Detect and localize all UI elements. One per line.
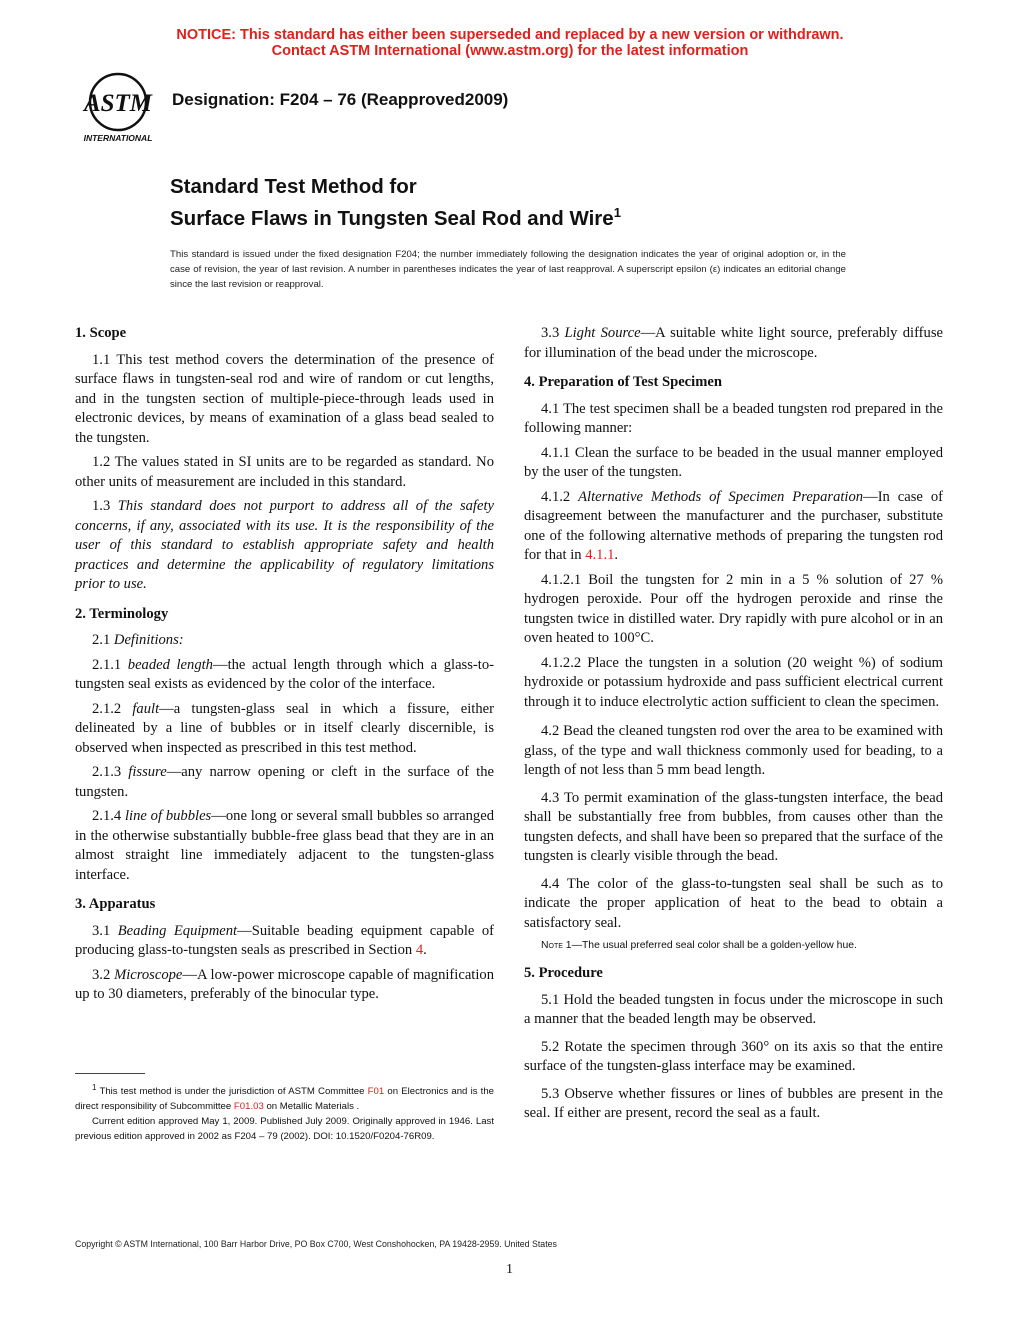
term: fault — [132, 700, 160, 717]
paragraph-5-2: 5.2 Rotate the specimen through 360° on its axis so that the entire surface of the tungsten-glass interface may be examined. — [524, 1038, 943, 1074]
preamble: This standard is issued under the fixed designation F204; the number immediately following the designation indicates the year of original adoption or, in the case of revision, the year of last revision. A number in parentheses indicates the year of last reapproval. A superscript epsilon (ε) indicates an editorial change since the last revision or reapproval. — [170, 249, 846, 290]
term: fissure — [128, 764, 167, 780]
definition: —one long or several small bubbles so arranged in the otherwise substantially bubble-free glass bead that they are in an almost straight line immediately adjacent to the tungsten-glass interface. — [75, 808, 494, 883]
footnotes — [75, 1080, 494, 1144]
footnote-text: on Electronics and is the direct responsibility of Subcommittee — [75, 1086, 495, 1113]
copyright: Copyright © ASTM International, 100 Barr Harbor Drive, PO Box C700, West Conshohocken, PA 19428-2959. United States — [75, 1239, 557, 1249]
definition: —A low-power microscope capable of magnification up to 30 diameters, preferably of the binocular type. — [75, 966, 494, 1002]
title-line-1: Standard Test Method for — [170, 175, 417, 198]
subcommittee-f01-03-link[interactable]: F01.03 — [233, 1101, 264, 1113]
term: Definitions: — [113, 632, 184, 648]
para-number: 2.1.4 — [92, 808, 122, 824]
title-text: Surface Flaws in Tungsten Seal Rod and Wire — [170, 206, 614, 230]
section-heading-scope: 1. Scope — [75, 325, 127, 341]
definition: —A suitable white light source, preferably diffuse for illumination of the bead under the microscope. — [524, 325, 943, 361]
para-number: 2.1 — [92, 632, 111, 648]
paragraph-2-1-4 — [75, 807, 494, 885]
paragraph-4-1-2 — [524, 488, 943, 566]
paragraph-4-2: 4.2 Bead the cleaned tungsten rod over the area to be examined with glass, of the type and wall thickness commonly used for beading, to a length of not less than 5 mm bead length. — [524, 723, 943, 778]
term: Alternative Methods of Specimen Preparation — [578, 488, 864, 505]
para-number: 3.1 — [92, 922, 111, 939]
astm-logo — [76, 72, 160, 144]
para-number: 2.1.2 — [92, 700, 122, 717]
term: Microscope — [114, 966, 183, 983]
paragraph-1-3 — [75, 497, 494, 595]
paragraph-4-1-2-2: 4.1.2.2 Place the tungsten in a solution (20 weight %) of sodium hydroxide or potassium hydroxide and pass sufficient electrical current through it to induce electrolytic action sufficient to clean the specimen. — [524, 654, 943, 710]
logo-subtext: INTERNATIONAL — [83, 133, 153, 143]
section-heading-procedure: 5. Procedure — [524, 965, 603, 981]
title-line-2 — [170, 200, 621, 232]
astm-logo-icon — [76, 72, 160, 144]
title-footnote-mark: 1 — [613, 205, 621, 220]
note-text: —The usual preferred seal color shall be a golden-yellow hue. — [571, 940, 857, 951]
section-heading-terminology: 2. Terminology — [75, 605, 169, 622]
paragraph-5-3: 5.3 Observe whether fissures or lines of bubbles are present in the seal. If either are present, record the seal as a fault. — [524, 1085, 943, 1121]
section-heading-apparatus: 3. Apparatus — [75, 896, 156, 912]
para-italic: This standard does not purport to address all of the safety concerns, if any, associated with its use. It is the responsibility of the user of this standard to establish appropriate safety and health practices and determine the applicability of regulatory limitations prior to use. — [75, 498, 494, 592]
paragraph-2-1-1 — [75, 656, 494, 695]
paragraph-4-1-1: 4.1.1 Clean the surface to be beaded in the usual manner employed by the user of the tungsten. — [524, 444, 943, 480]
para-number: 1.3 — [92, 498, 111, 514]
left-column — [75, 324, 494, 1010]
paragraph-4-3: 4.3 To permit examination of the glass-tungsten interface, the bead shall be substantially free from bubbles, from causes other than the tungsten defects, and shall have been so prepared that the surface of the tungsten is clearly visible through the bead. — [524, 789, 943, 864]
paragraph-4-1-2-1: 4.1.2.1 Boil the tungsten for 2 min in a 5 % solution of 27 % hydrogen peroxide. Pour off the hydrogen peroxide and rinse the tungsten twice in distilled water. Dry rapidly with pure alcohol or in an oven heated to 100°C. — [524, 571, 943, 646]
paragraph-3-1 — [75, 922, 494, 961]
note-label: Note 1 — [541, 940, 572, 951]
page-title — [170, 174, 621, 232]
designation: Designation: F204 – 76 (Reapproved2009) — [172, 90, 509, 109]
footnote-divider — [75, 1073, 145, 1074]
note-1 — [524, 938, 943, 954]
term: Beading Equipment — [117, 922, 238, 939]
footnote-2: Current edition approved May 1, 2009. Published July 2009. Originally approved in 1946. Last previous edition approved in 2002 as F204 – 79 (2002). DOI: 10.1520/F0204-76R09. — [75, 1116, 494, 1143]
term: line of bubbles — [125, 808, 212, 824]
footnote-1 — [75, 1080, 494, 1114]
committee-f01-link[interactable]: F01 — [367, 1086, 385, 1098]
para-number: 3.3 — [541, 325, 560, 341]
paragraph-1-2: 1.2 The values stated in SI units are to be regarded as standard. No other units of measurement are included in this standard. — [75, 454, 494, 490]
section-4-link[interactable]: 4 — [415, 942, 424, 958]
notice-line-2: Contact ASTM International (www.astm.org) for the latest information — [271, 43, 749, 59]
punctuation: . — [614, 547, 619, 563]
paragraph-5-1: 5.1 Hold the beaded tungsten in focus under the microscope in such a manner that the beaded length may be observed. — [524, 991, 943, 1027]
paragraph-3-2 — [75, 966, 494, 1005]
footnote-text: on Metallic Materials . — [266, 1101, 360, 1113]
notice-banner — [0, 27, 1020, 59]
definition: —the actual length through which a glass-to-tungsten seal exists as evidenced by the color of the interface. — [75, 656, 494, 692]
definition: —any narrow opening or cleft in the surface of the tungsten. — [75, 764, 494, 800]
punctuation: . — [423, 942, 427, 958]
right-column — [524, 324, 943, 1129]
para-number: 4.1.2 — [541, 488, 571, 505]
definition: —a tungsten-glass seal in which a fissure, either delineated by a line of bubbles or in itself clearly discernible, is observed when inspected as prescribed in this test method. — [75, 700, 494, 756]
paragraph-3-3 — [524, 324, 943, 363]
logo-text: ASTM — [83, 90, 153, 117]
paragraph-4-4: 4.4 The color of the glass-to-tungsten seal shall be such as to indicate the proper application of heat to the bead to obtain a satisfactory seal. — [524, 875, 943, 931]
paragraph-2-1-3 — [75, 763, 494, 802]
paragraph-1-1: 1.1 This test method covers the determination of the presence of surface flaws in tungsten-seal rod and wire of random or cut lengths, and in the tungsten section of multiple-piece-through leads used in electronic devices, by means of examination of a glass bead sealed to the tungsten. — [75, 351, 494, 446]
definition: —Suitable beading equipment capable of producing glass-to-tungsten seals as prescribed in Section — [75, 922, 495, 958]
definition: —In case of disagreement between the manufacturer and the purchaser, substitute one of the following alternative methods of preparing the tungsten rod for that in — [524, 488, 943, 563]
notice-line-1: NOTICE: This standard has either been superseded and replaced by a new version or withdrawn. — [176, 27, 844, 43]
paragraph-4-1: 4.1 The test specimen shall be a beaded tungsten rod prepared in the following manner: — [524, 400, 943, 436]
paragraph-2-1 — [75, 631, 494, 651]
term: beaded length — [127, 656, 213, 673]
footnote-text: This test method is under the jurisdiction of ASTM Committee — [99, 1086, 365, 1098]
footnote-mark: 1 — [92, 1083, 97, 1092]
para-number: 2.1.1 — [92, 656, 122, 673]
section-heading-preparation: 4. Preparation of Test Specimen — [524, 374, 722, 390]
para-number: 3.2 — [92, 966, 111, 983]
section-4-1-1-link[interactable]: 4.1.1 — [585, 547, 615, 563]
para-number: 2.1.3 — [92, 764, 122, 780]
page-number: 1 — [506, 1262, 513, 1277]
term: Light Source — [564, 325, 641, 341]
paragraph-2-1-2 — [75, 700, 494, 759]
